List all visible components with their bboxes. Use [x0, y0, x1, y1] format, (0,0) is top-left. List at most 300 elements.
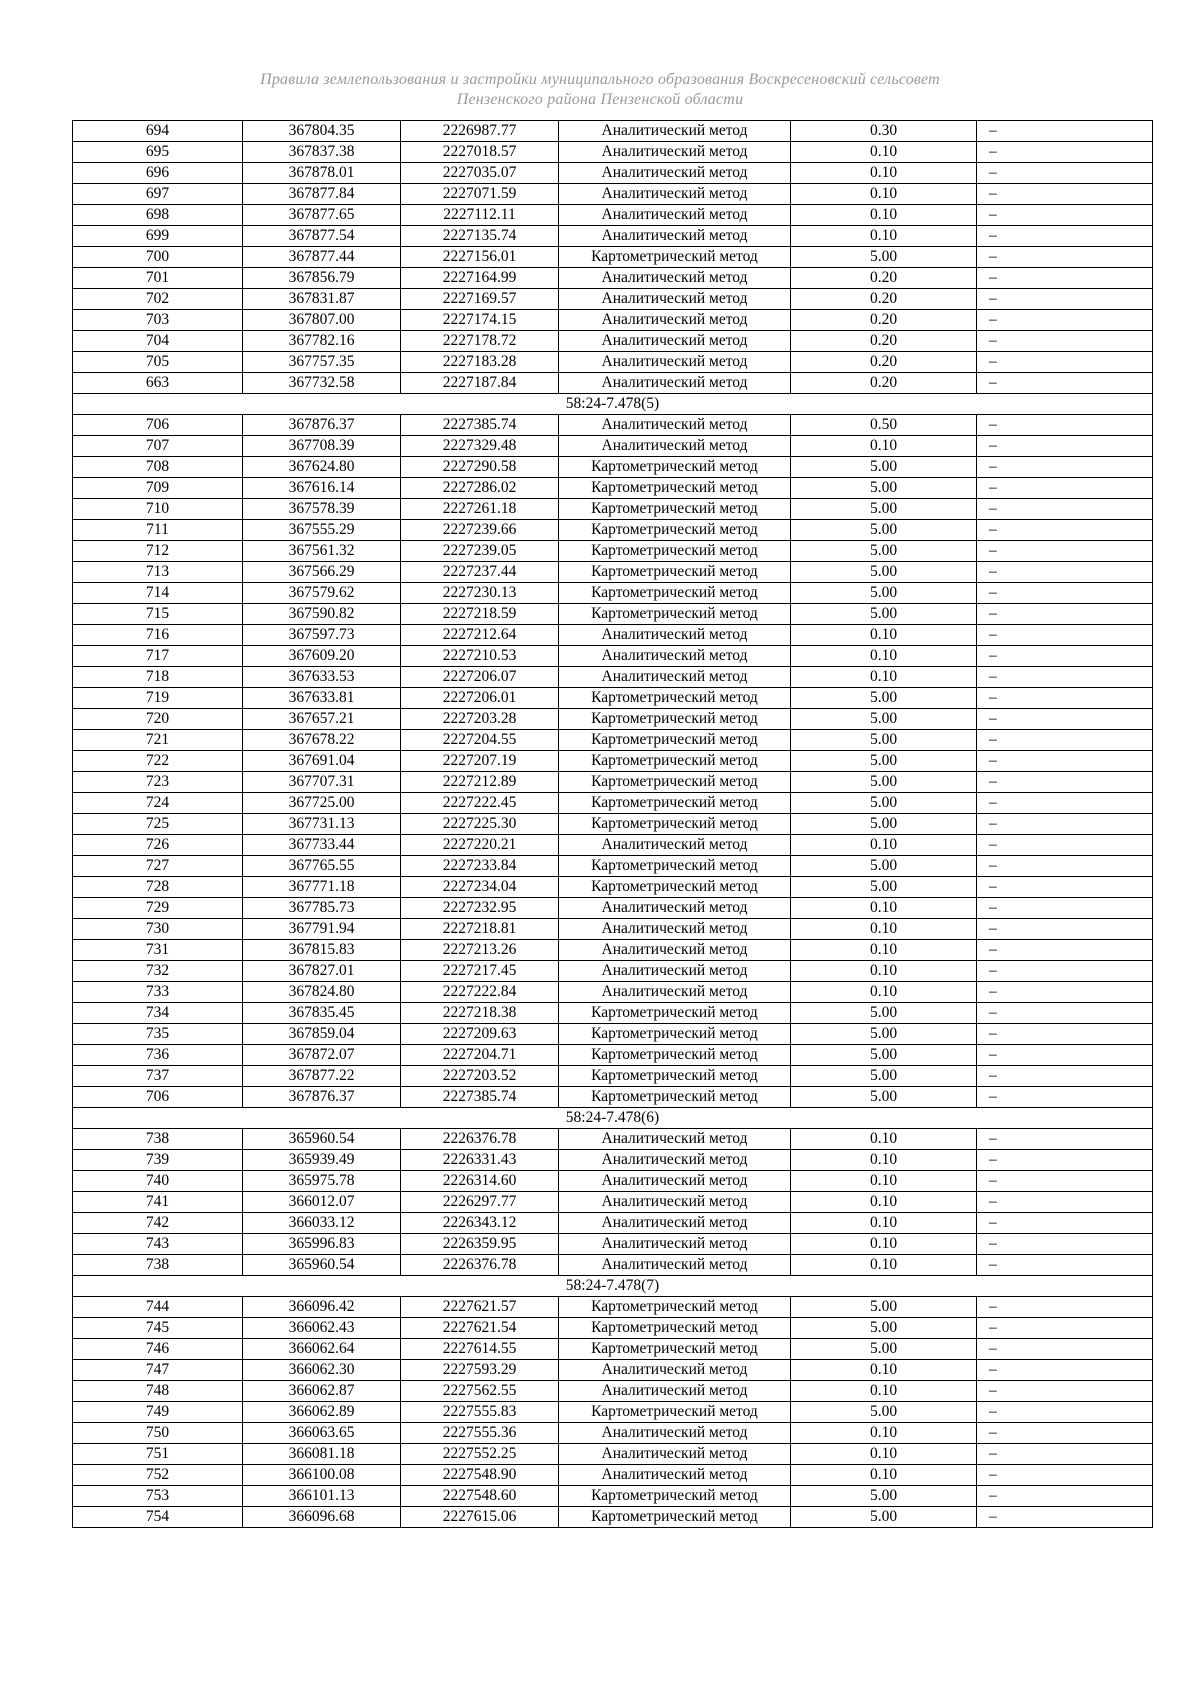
point-number-cell: 663	[73, 373, 243, 394]
method-cell: Аналитический метод	[559, 121, 791, 142]
method-cell: Аналитический метод	[559, 163, 791, 184]
point-number-cell: 741	[73, 1192, 243, 1213]
accuracy-cell: 0.10	[791, 1213, 977, 1234]
table-row	[73, 961, 1153, 982]
accuracy-cell: 5.00	[791, 1087, 977, 1108]
section-row	[73, 394, 1153, 415]
point-number-cell: 752	[73, 1465, 243, 1486]
x-coordinate-cell: 367877.22	[243, 1066, 401, 1087]
method-cell: Картометрический метод	[559, 1003, 791, 1024]
point-number-cell: 735	[73, 1024, 243, 1045]
method-cell: Картометрический метод	[559, 562, 791, 583]
point-number-cell: 702	[73, 289, 243, 310]
method-cell: Картометрический метод	[559, 709, 791, 730]
accuracy-cell: 0.10	[791, 184, 977, 205]
y-coordinate-cell: 2227615.06	[401, 1507, 559, 1528]
description-cell: –	[977, 457, 1153, 478]
method-cell: Аналитический метод	[559, 373, 791, 394]
accuracy-cell: 0.10	[791, 1465, 977, 1486]
section-row	[73, 1108, 1153, 1129]
section-label: 58:24-7.478(7)	[73, 1276, 1153, 1297]
x-coordinate-cell: 367859.04	[243, 1024, 401, 1045]
x-coordinate-cell: 366033.12	[243, 1213, 401, 1234]
point-number-cell: 739	[73, 1150, 243, 1171]
table-row	[73, 457, 1153, 478]
y-coordinate-cell: 2227218.81	[401, 919, 559, 940]
table-row	[73, 1297, 1153, 1318]
description-cell: –	[977, 751, 1153, 772]
description-cell: –	[977, 163, 1153, 184]
point-number-cell: 705	[73, 352, 243, 373]
method-cell: Аналитический метод	[559, 940, 791, 961]
point-number-cell: 725	[73, 814, 243, 835]
coordinates-table	[72, 120, 1153, 1528]
method-cell: Аналитический метод	[559, 289, 791, 310]
point-number-cell: 706	[73, 415, 243, 436]
point-number-cell: 742	[73, 1213, 243, 1234]
y-coordinate-cell: 2226297.77	[401, 1192, 559, 1213]
table-row	[73, 1318, 1153, 1339]
table-row	[73, 163, 1153, 184]
table-row	[73, 373, 1153, 394]
y-coordinate-cell: 2227385.74	[401, 415, 559, 436]
accuracy-cell: 0.10	[791, 667, 977, 688]
table-row	[73, 1255, 1153, 1276]
method-cell: Картометрический метод	[559, 1486, 791, 1507]
method-cell: Картометрический метод	[559, 1066, 791, 1087]
description-cell: –	[977, 499, 1153, 520]
method-cell: Картометрический метод	[559, 1297, 791, 1318]
table-row	[73, 604, 1153, 625]
description-cell: –	[977, 205, 1153, 226]
point-number-cell: 736	[73, 1045, 243, 1066]
table-row	[73, 1381, 1153, 1402]
accuracy-cell: 5.00	[791, 1066, 977, 1087]
method-cell: Аналитический метод	[559, 919, 791, 940]
description-cell: –	[977, 1465, 1153, 1486]
point-number-cell: 754	[73, 1507, 243, 1528]
accuracy-cell: 0.10	[791, 1171, 977, 1192]
table-row	[73, 1423, 1153, 1444]
description-cell: –	[977, 604, 1153, 625]
accuracy-cell: 5.00	[791, 772, 977, 793]
x-coordinate-cell: 367633.53	[243, 667, 401, 688]
method-cell: Аналитический метод	[559, 1423, 791, 1444]
accuracy-cell: 0.10	[791, 1381, 977, 1402]
point-number-cell: 731	[73, 940, 243, 961]
description-cell: –	[977, 583, 1153, 604]
description-cell: –	[977, 898, 1153, 919]
method-cell: Картометрический метод	[559, 541, 791, 562]
point-number-cell: 703	[73, 310, 243, 331]
description-cell: –	[977, 142, 1153, 163]
x-coordinate-cell: 367725.00	[243, 793, 401, 814]
point-number-cell: 727	[73, 856, 243, 877]
description-cell: –	[977, 667, 1153, 688]
y-coordinate-cell: 2227174.15	[401, 310, 559, 331]
y-coordinate-cell: 2227212.89	[401, 772, 559, 793]
description-cell: –	[977, 310, 1153, 331]
x-coordinate-cell: 367824.80	[243, 982, 401, 1003]
method-cell: Аналитический метод	[559, 184, 791, 205]
y-coordinate-cell: 2227183.28	[401, 352, 559, 373]
method-cell: Картометрический метод	[559, 499, 791, 520]
method-cell: Картометрический метод	[559, 877, 791, 898]
point-number-cell: 699	[73, 226, 243, 247]
table-row	[73, 1045, 1153, 1066]
y-coordinate-cell: 2227548.60	[401, 1486, 559, 1507]
method-cell: Аналитический метод	[559, 142, 791, 163]
description-cell: –	[977, 940, 1153, 961]
table-row	[73, 940, 1153, 961]
table-row	[73, 1150, 1153, 1171]
x-coordinate-cell: 365939.49	[243, 1150, 401, 1171]
description-cell: –	[977, 541, 1153, 562]
accuracy-cell: 0.10	[791, 1129, 977, 1150]
table-row	[73, 751, 1153, 772]
accuracy-cell: 0.10	[791, 436, 977, 457]
x-coordinate-cell: 365975.78	[243, 1171, 401, 1192]
y-coordinate-cell: 2227203.28	[401, 709, 559, 730]
description-cell: –	[977, 709, 1153, 730]
table-row	[73, 1213, 1153, 1234]
method-cell: Аналитический метод	[559, 436, 791, 457]
description-cell: –	[977, 1297, 1153, 1318]
accuracy-cell: 5.00	[791, 583, 977, 604]
x-coordinate-cell: 367831.87	[243, 289, 401, 310]
point-number-cell: 719	[73, 688, 243, 709]
y-coordinate-cell: 2227207.19	[401, 751, 559, 772]
method-cell: Аналитический метод	[559, 1129, 791, 1150]
point-number-cell: 720	[73, 709, 243, 730]
description-cell: –	[977, 877, 1153, 898]
point-number-cell: 745	[73, 1318, 243, 1339]
accuracy-cell: 0.10	[791, 835, 977, 856]
accuracy-cell: 5.00	[791, 499, 977, 520]
method-cell: Аналитический метод	[559, 1213, 791, 1234]
description-cell: –	[977, 625, 1153, 646]
x-coordinate-cell: 367827.01	[243, 961, 401, 982]
description-cell: –	[977, 289, 1153, 310]
y-coordinate-cell: 2227232.95	[401, 898, 559, 919]
point-number-cell: 721	[73, 730, 243, 751]
description-cell: –	[977, 1402, 1153, 1423]
y-coordinate-cell: 2227230.13	[401, 583, 559, 604]
y-coordinate-cell: 2227210.53	[401, 646, 559, 667]
method-cell: Картометрический метод	[559, 520, 791, 541]
description-cell: –	[977, 919, 1153, 940]
y-coordinate-cell: 2227213.26	[401, 940, 559, 961]
accuracy-cell: 5.00	[791, 1003, 977, 1024]
description-cell: –	[977, 436, 1153, 457]
y-coordinate-cell: 2227222.84	[401, 982, 559, 1003]
method-cell: Аналитический метод	[559, 1150, 791, 1171]
x-coordinate-cell: 367579.62	[243, 583, 401, 604]
table-row	[73, 142, 1153, 163]
x-coordinate-cell: 365960.54	[243, 1129, 401, 1150]
method-cell: Аналитический метод	[559, 268, 791, 289]
description-cell: –	[977, 793, 1153, 814]
accuracy-cell: 5.00	[791, 247, 977, 268]
y-coordinate-cell: 2227035.07	[401, 163, 559, 184]
method-cell: Аналитический метод	[559, 898, 791, 919]
description-cell: –	[977, 1486, 1153, 1507]
accuracy-cell: 5.00	[791, 856, 977, 877]
table-row	[73, 1024, 1153, 1045]
y-coordinate-cell: 2227217.45	[401, 961, 559, 982]
table-row	[73, 205, 1153, 226]
x-coordinate-cell: 367578.39	[243, 499, 401, 520]
x-coordinate-cell: 367807.00	[243, 310, 401, 331]
description-cell: –	[977, 415, 1153, 436]
y-coordinate-cell: 2227239.05	[401, 541, 559, 562]
table-row	[73, 835, 1153, 856]
description-cell: –	[977, 268, 1153, 289]
table-row	[73, 814, 1153, 835]
method-cell: Картометрический метод	[559, 688, 791, 709]
method-cell: Картометрический метод	[559, 1318, 791, 1339]
table-row	[73, 919, 1153, 940]
description-cell: –	[977, 856, 1153, 877]
x-coordinate-cell: 366081.18	[243, 1444, 401, 1465]
y-coordinate-cell: 2227135.74	[401, 226, 559, 247]
x-coordinate-cell: 367782.16	[243, 331, 401, 352]
y-coordinate-cell: 2226359.95	[401, 1234, 559, 1255]
point-number-cell: 729	[73, 898, 243, 919]
point-number-cell: 746	[73, 1339, 243, 1360]
y-coordinate-cell: 2226314.60	[401, 1171, 559, 1192]
accuracy-cell: 5.00	[791, 478, 977, 499]
description-cell: –	[977, 1150, 1153, 1171]
table-row	[73, 1486, 1153, 1507]
method-cell: Картометрический метод	[559, 1339, 791, 1360]
accuracy-cell: 5.00	[791, 1507, 977, 1528]
method-cell: Картометрический метод	[559, 247, 791, 268]
y-coordinate-cell: 2227218.38	[401, 1003, 559, 1024]
point-number-cell: 732	[73, 961, 243, 982]
point-number-cell: 709	[73, 478, 243, 499]
method-cell: Аналитический метод	[559, 1171, 791, 1192]
x-coordinate-cell: 367876.37	[243, 415, 401, 436]
table-row	[73, 268, 1153, 289]
method-cell: Аналитический метод	[559, 1360, 791, 1381]
coordinates-table-body	[73, 121, 1153, 1528]
header-line-1: Правила землепользования и застройки муниципального образования Воскресеновский сельсовет	[260, 71, 940, 88]
method-cell: Аналитический метод	[559, 1444, 791, 1465]
table-row	[73, 709, 1153, 730]
section-row	[73, 1276, 1153, 1297]
table-row	[73, 1087, 1153, 1108]
x-coordinate-cell: 367876.37	[243, 1087, 401, 1108]
x-coordinate-cell: 366062.89	[243, 1402, 401, 1423]
point-number-cell: 726	[73, 835, 243, 856]
accuracy-cell: 0.10	[791, 898, 977, 919]
table-row	[73, 1360, 1153, 1381]
y-coordinate-cell: 2227329.48	[401, 436, 559, 457]
point-number-cell: 695	[73, 142, 243, 163]
x-coordinate-cell: 367791.94	[243, 919, 401, 940]
accuracy-cell: 0.10	[791, 940, 977, 961]
description-cell: –	[977, 352, 1153, 373]
table-row	[73, 793, 1153, 814]
x-coordinate-cell: 367837.38	[243, 142, 401, 163]
accuracy-cell: 5.00	[791, 604, 977, 625]
x-coordinate-cell: 366101.13	[243, 1486, 401, 1507]
method-cell: Картометрический метод	[559, 1402, 791, 1423]
y-coordinate-cell: 2227212.64	[401, 625, 559, 646]
point-number-cell: 738	[73, 1255, 243, 1276]
table-row	[73, 541, 1153, 562]
point-number-cell: 747	[73, 1360, 243, 1381]
x-coordinate-cell: 367878.01	[243, 163, 401, 184]
description-cell: –	[977, 226, 1153, 247]
accuracy-cell: 5.00	[791, 457, 977, 478]
accuracy-cell: 0.10	[791, 163, 977, 184]
point-number-cell: 740	[73, 1171, 243, 1192]
table-row	[73, 1465, 1153, 1486]
description-cell: –	[977, 478, 1153, 499]
method-cell: Аналитический метод	[559, 835, 791, 856]
accuracy-cell: 5.00	[791, 1339, 977, 1360]
accuracy-cell: 0.10	[791, 961, 977, 982]
description-cell: –	[977, 121, 1153, 142]
x-coordinate-cell: 366062.87	[243, 1381, 401, 1402]
description-cell: –	[977, 982, 1153, 1003]
table-row	[73, 352, 1153, 373]
point-number-cell: 714	[73, 583, 243, 604]
accuracy-cell: 0.10	[791, 1150, 977, 1171]
x-coordinate-cell: 367657.21	[243, 709, 401, 730]
x-coordinate-cell: 366012.07	[243, 1192, 401, 1213]
accuracy-cell: 5.00	[791, 520, 977, 541]
accuracy-cell: 0.20	[791, 289, 977, 310]
method-cell: Аналитический метод	[559, 625, 791, 646]
point-number-cell: 733	[73, 982, 243, 1003]
header-line-2: Пензенского района Пензенской области	[456, 91, 744, 108]
table-row	[73, 583, 1153, 604]
description-cell: –	[977, 1318, 1153, 1339]
y-coordinate-cell: 2227614.55	[401, 1339, 559, 1360]
accuracy-cell: 5.00	[791, 709, 977, 730]
table-row	[73, 667, 1153, 688]
y-coordinate-cell: 2227239.66	[401, 520, 559, 541]
y-coordinate-cell: 2226987.77	[401, 121, 559, 142]
description-cell: –	[977, 520, 1153, 541]
method-cell: Картометрический метод	[559, 1024, 791, 1045]
x-coordinate-cell: 367707.31	[243, 772, 401, 793]
accuracy-cell: 5.00	[791, 541, 977, 562]
description-cell: –	[977, 772, 1153, 793]
point-number-cell: 753	[73, 1486, 243, 1507]
description-cell: –	[977, 1507, 1153, 1528]
table-row	[73, 856, 1153, 877]
point-number-cell: 748	[73, 1381, 243, 1402]
method-cell: Аналитический метод	[559, 352, 791, 373]
y-coordinate-cell: 2227237.44	[401, 562, 559, 583]
description-cell: –	[977, 184, 1153, 205]
point-number-cell: 743	[73, 1234, 243, 1255]
description-cell: –	[977, 562, 1153, 583]
accuracy-cell: 5.00	[791, 1318, 977, 1339]
description-cell: –	[977, 730, 1153, 751]
y-coordinate-cell: 2227220.21	[401, 835, 559, 856]
description-cell: –	[977, 1213, 1153, 1234]
method-cell: Картометрический метод	[559, 1045, 791, 1066]
method-cell: Картометрический метод	[559, 604, 791, 625]
method-cell: Картометрический метод	[559, 583, 791, 604]
y-coordinate-cell: 2227548.90	[401, 1465, 559, 1486]
y-coordinate-cell: 2227156.01	[401, 247, 559, 268]
x-coordinate-cell: 367732.58	[243, 373, 401, 394]
y-coordinate-cell: 2227593.29	[401, 1360, 559, 1381]
description-cell: –	[977, 247, 1153, 268]
point-number-cell: 694	[73, 121, 243, 142]
table-row	[73, 898, 1153, 919]
table-row	[73, 121, 1153, 142]
table-row	[73, 1402, 1153, 1423]
accuracy-cell: 0.10	[791, 205, 977, 226]
table-row	[73, 562, 1153, 583]
x-coordinate-cell: 367877.44	[243, 247, 401, 268]
x-coordinate-cell: 367835.45	[243, 1003, 401, 1024]
table-row	[73, 1003, 1153, 1024]
method-cell: Аналитический метод	[559, 1381, 791, 1402]
x-coordinate-cell: 367733.44	[243, 835, 401, 856]
table-row	[73, 478, 1153, 499]
accuracy-cell: 0.50	[791, 415, 977, 436]
method-cell: Аналитический метод	[559, 1255, 791, 1276]
point-number-cell: 698	[73, 205, 243, 226]
accuracy-cell: 0.10	[791, 919, 977, 940]
point-number-cell: 750	[73, 1423, 243, 1444]
y-coordinate-cell: 2227261.18	[401, 499, 559, 520]
method-cell: Аналитический метод	[559, 310, 791, 331]
y-coordinate-cell: 2227290.58	[401, 457, 559, 478]
point-number-cell: 707	[73, 436, 243, 457]
x-coordinate-cell: 367624.80	[243, 457, 401, 478]
y-coordinate-cell: 2227222.45	[401, 793, 559, 814]
x-coordinate-cell: 367877.84	[243, 184, 401, 205]
table-row	[73, 772, 1153, 793]
table-row	[73, 1339, 1153, 1360]
accuracy-cell: 5.00	[791, 1024, 977, 1045]
y-coordinate-cell: 2227206.01	[401, 688, 559, 709]
point-number-cell: 712	[73, 541, 243, 562]
point-number-cell: 701	[73, 268, 243, 289]
method-cell: Картометрический метод	[559, 751, 791, 772]
accuracy-cell: 0.20	[791, 352, 977, 373]
accuracy-cell: 5.00	[791, 1402, 977, 1423]
y-coordinate-cell: 2227204.55	[401, 730, 559, 751]
point-number-cell: 730	[73, 919, 243, 940]
x-coordinate-cell: 367597.73	[243, 625, 401, 646]
x-coordinate-cell: 367877.54	[243, 226, 401, 247]
y-coordinate-cell: 2226343.12	[401, 1213, 559, 1234]
x-coordinate-cell: 367877.65	[243, 205, 401, 226]
table-row	[73, 520, 1153, 541]
point-number-cell: 706	[73, 1087, 243, 1108]
y-coordinate-cell: 2227555.36	[401, 1423, 559, 1444]
point-number-cell: 697	[73, 184, 243, 205]
method-cell: Картометрический метод	[559, 772, 791, 793]
accuracy-cell: 5.00	[791, 1045, 977, 1066]
y-coordinate-cell: 2226376.78	[401, 1129, 559, 1150]
x-coordinate-cell: 367757.35	[243, 352, 401, 373]
accuracy-cell: 0.20	[791, 268, 977, 289]
x-coordinate-cell: 367856.79	[243, 268, 401, 289]
method-cell: Аналитический метод	[559, 961, 791, 982]
description-cell: –	[977, 1255, 1153, 1276]
